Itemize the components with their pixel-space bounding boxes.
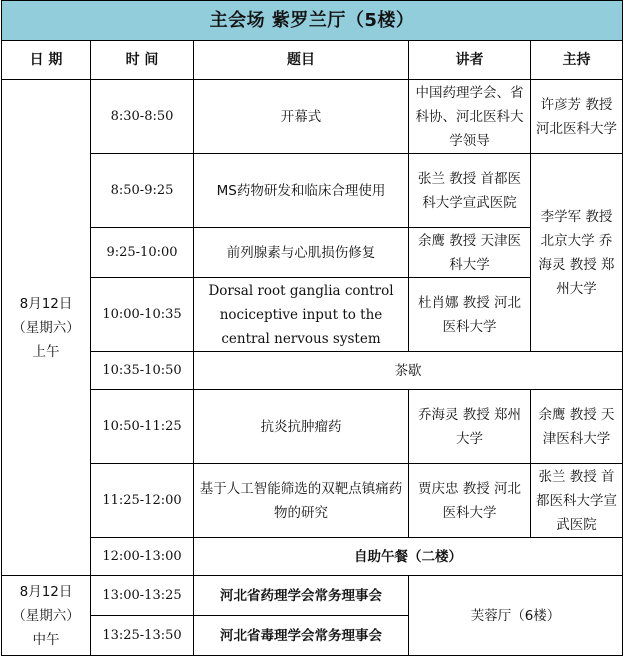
table-row xyxy=(2,538,623,576)
time-cell: 9:25-10:00 xyxy=(91,228,194,278)
speaker-cell: 杜肖娜 教授 河北医科大学 xyxy=(409,278,531,352)
speaker-cell: 乔海灵 教授 郑州大学 xyxy=(409,390,531,464)
host-cell: 李学军 教授 北京大学 乔海灵 教授 郑州大学 xyxy=(531,154,623,352)
time-cell: 12:00-13:00 xyxy=(91,538,194,576)
host-cell: 许彦芳 教授 河北医科大学 xyxy=(531,80,623,154)
speaker-cell: 中国药理学会、省科协、河北医科大学领导 xyxy=(409,80,531,154)
topic-cell: 前列腺素与心肌损伤修复 xyxy=(194,228,409,278)
lunch-cell: 自助午餐（二楼） xyxy=(194,538,623,576)
date-line: 8月12日 xyxy=(19,295,73,312)
time-cell: 8:30-8:50 xyxy=(91,80,194,154)
table-row xyxy=(2,576,623,616)
topic-cell: MS药物研发和临床合理使用 xyxy=(194,154,409,228)
meeting-cell: 河北省药理学会常务理事会 xyxy=(194,576,409,616)
speaker-cell: 张兰 教授 首都医科大学宣武医院 xyxy=(409,154,531,228)
time-cell: 13:00-13:25 xyxy=(91,576,194,616)
time-cell: 8:50-9:25 xyxy=(91,154,194,228)
header-speaker: 讲者 xyxy=(409,41,531,80)
speaker-cell: 贾庆忠 教授 河北医科大学 xyxy=(409,464,531,538)
time-cell: 10:50-11:25 xyxy=(91,390,194,464)
time-cell: 13:25-13:50 xyxy=(91,616,194,656)
header-topic: 题目 xyxy=(194,41,409,80)
date-cell xyxy=(2,80,91,576)
weekday-line: （星期六） xyxy=(12,319,80,336)
table-row xyxy=(2,80,623,154)
host-cell: 余鹰 教授 天津医科大学 xyxy=(531,390,623,464)
time-cell: 10:35-10:50 xyxy=(91,352,194,390)
venue-title: 主会场 紫罗兰厅（5楼） xyxy=(2,1,623,41)
weekday-line: （星期六） xyxy=(12,607,80,624)
period-line: 上午 xyxy=(32,343,60,360)
topic-cell: Dorsal root ganglia control nociceptive input to the central nervous system xyxy=(194,278,409,352)
table-row xyxy=(2,154,623,228)
header-host: 主持 xyxy=(531,41,623,80)
time-cell: 11:25-12:00 xyxy=(91,464,194,538)
schedule-table xyxy=(1,0,623,656)
host-cell: 张兰 教授 首都医科大学宣武医院 xyxy=(531,464,623,538)
table-row xyxy=(2,390,623,464)
date-line: 8月12日 xyxy=(19,583,73,600)
topic-cell: 开幕式 xyxy=(194,80,409,154)
period-line: 中午 xyxy=(32,631,60,648)
break-cell: 茶歇 xyxy=(194,352,623,390)
date-cell xyxy=(2,576,91,656)
table-row xyxy=(2,464,623,538)
meeting-venue-cell: 芙蓉厅（6楼） xyxy=(409,576,623,656)
header-time: 时 间 xyxy=(91,41,194,80)
table-row xyxy=(2,228,623,278)
table-row xyxy=(2,352,623,390)
time-cell: 10:00-10:35 xyxy=(91,278,194,352)
speaker-cell: 余鹰 教授 天津医科大学 xyxy=(409,228,531,278)
meeting-cell: 河北省毒理学会常务理事会 xyxy=(194,616,409,656)
topic-cell: 基于人工智能筛选的双靶点镇痛药物的研究 xyxy=(194,464,409,538)
header-date: 日 期 xyxy=(2,41,91,80)
table-row xyxy=(2,278,623,352)
topic-cell: 抗炎抗肿瘤药 xyxy=(194,390,409,464)
